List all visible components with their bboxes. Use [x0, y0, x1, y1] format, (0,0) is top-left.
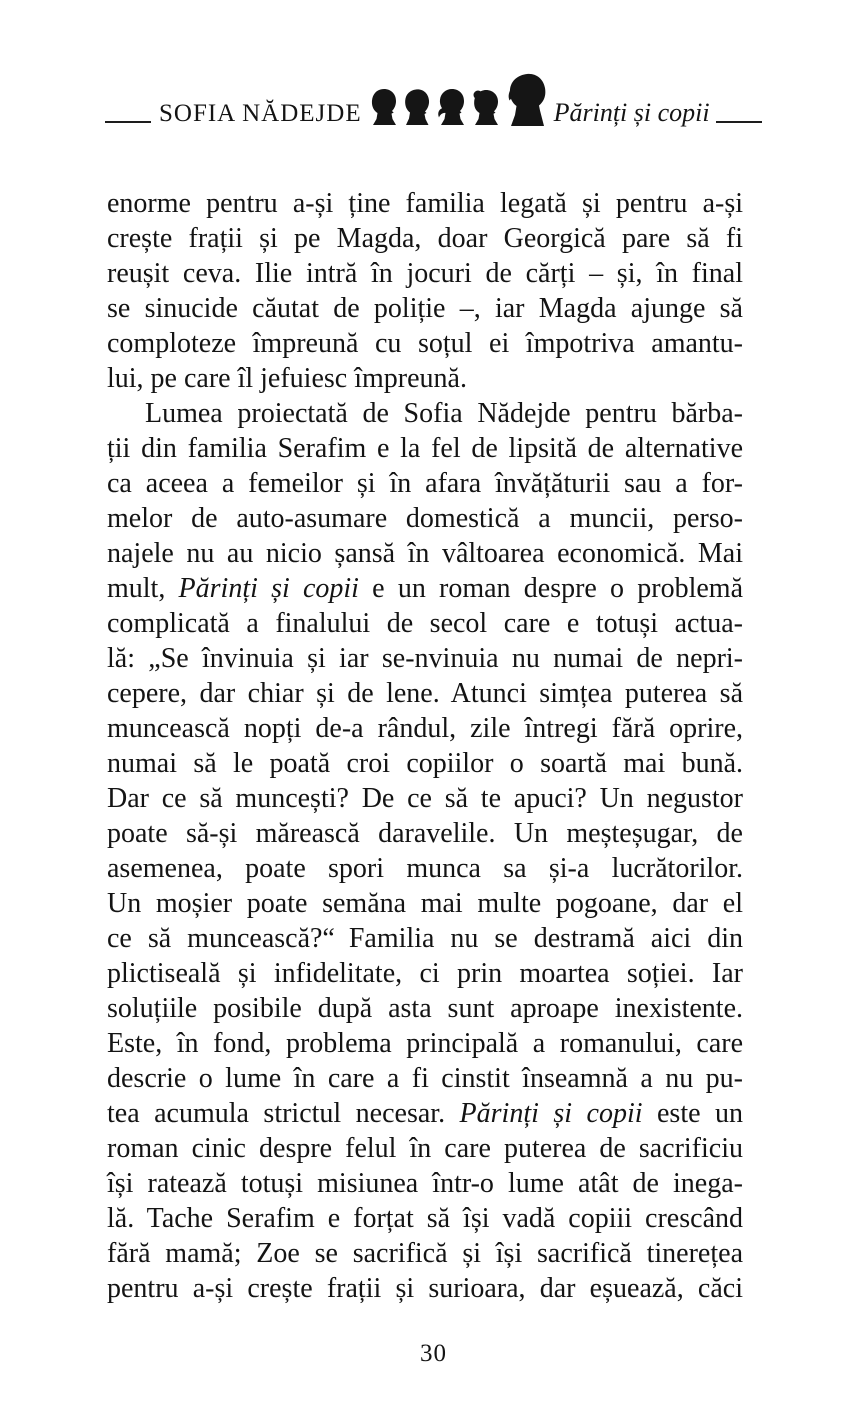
- text-line: najele nu au nicio șansă în vâltoarea economică. Mai: [107, 538, 743, 569]
- paragraph: [107, 186, 743, 396]
- text-line: ții din familia Serafim e la fel de lipsită de alternative: [107, 433, 743, 464]
- text-line: lă: „Se învinuia și iar se-nvinuia nu numai de nepri-: [107, 643, 743, 674]
- text-line: plictiseală și infidelitate, ci prin moartea soției. Iar: [107, 958, 743, 989]
- text-line: asemenea, poate spori munca sa și-a lucrătorilor.: [107, 853, 743, 884]
- child-head-silhouette-icon: [370, 88, 398, 126]
- text-line: fără mamă; Zoe se sacrifică și își sacrifică tinerețea: [107, 1238, 743, 1269]
- page-footer: [0, 1340, 867, 1368]
- text-line: mult, Părinți și copii e un roman despre o problemă: [107, 573, 743, 604]
- text-line: Un moșier poate semăna mai multe pogoane, dar el: [107, 888, 743, 919]
- text-line: se sinucide căutat de poliție –, iar Magda ajunge să: [107, 293, 743, 324]
- text-line: Lumea proiectată de Sofia Nădejde pentru bărba-: [145, 398, 743, 429]
- text-line: numai să le poată croi copiilor o soartă mai bună.: [107, 748, 743, 779]
- text-line: crește frații și pe Magda, doar Georgică pare să fi: [107, 223, 743, 254]
- running-header: [105, 82, 753, 130]
- text-line: soluțiile posibile după asta sunt aproape inexistente.: [107, 993, 743, 1024]
- text-line: lă. Tache Serafim e forțat să își vadă copiii crescând: [107, 1203, 743, 1234]
- paragraph: [107, 396, 743, 1306]
- text-line: complicată a finalului de secol care e totuși actua-: [107, 608, 743, 639]
- header-rule-left: [105, 121, 151, 123]
- text-line: melor de auto-asumare domestică a muncii, perso-: [107, 503, 743, 534]
- text-line: pentru a-și crește frații și surioara, dar eșuează, căci: [107, 1273, 743, 1304]
- body-text: [107, 186, 743, 1306]
- book-title: Părinți și copii: [553, 98, 710, 127]
- child-head-silhouette-icon: [436, 88, 466, 126]
- text-line: Dar ce să muncești? De ce să te apuci? Un negustor: [107, 783, 743, 814]
- text-line: ce să muncească?“ Familia nu se destramă aici din: [107, 923, 743, 954]
- header-rule-right: [716, 121, 762, 123]
- text-line: roman cinic despre felul în care puterea de sacrificiu: [107, 1133, 743, 1164]
- author-name: SOFIA NĂDEJDE: [159, 100, 362, 127]
- text-line: lui, pe care îl jefuiesc împreună.: [107, 363, 467, 394]
- text-line: reușit ceva. Ilie intră în jocuri de cărți – și, în final: [107, 258, 743, 289]
- text-line: își ratează totuși misiunea într-o lume atât de inega-: [107, 1168, 743, 1199]
- text-line: ca aceea a femeilor și în afara învățăturii sau a for-: [107, 468, 743, 499]
- child-head-silhouette-icon: [403, 88, 431, 126]
- text-line: Este, în fond, problema principală a romanului, care: [107, 1028, 743, 1059]
- text-line: muncească nopți de-a rândul, zile întregi fără oprire,: [107, 713, 743, 744]
- page-number: 30: [420, 1340, 447, 1367]
- text-line: comploteze împreună cu soțul ei împotriva amantu-: [107, 328, 743, 359]
- child-head-silhouette-icon: [471, 88, 501, 126]
- adult-head-silhouette-icon: [506, 73, 546, 127]
- text-line: descrie o lume în care a fi cinstit înseamnă a nu pu-: [107, 1063, 743, 1094]
- text-line: poate să-și mărească daravelile. Un meșteșugar, de: [107, 818, 743, 849]
- text-line: enorme pentru a-și ține familia legată și pentru a-și: [107, 188, 743, 219]
- text-line: tea acumula strictul necesar. Părinți și copii este un: [107, 1098, 744, 1129]
- family-silhouettes-ornament: [370, 73, 546, 127]
- text-line: cepere, dar chiar și de lene. Atunci simțea puterea să: [107, 678, 743, 709]
